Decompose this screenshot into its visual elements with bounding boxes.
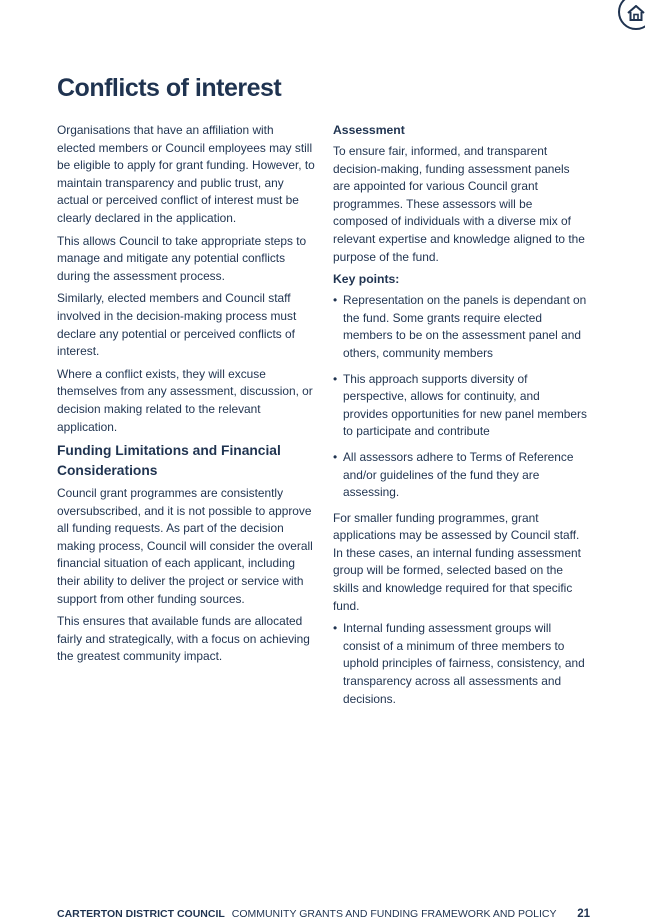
paragraph: Where a conflict exists, they will excuse themselves from any assessment, discussion, or decision making related to the relevant application. — [57, 366, 313, 434]
bullet-icon: • — [333, 293, 338, 308]
home-icon[interactable] — [618, 0, 645, 30]
list-item — [333, 292, 587, 362]
paragraph: This allows Council to take appropriate steps to manage and mitigate any potential conflicts during the assessment process. — [57, 233, 307, 283]
paragraph: Similarly, elected members and Council staff involved in the decision-making process must declare any potential or perceived conflicts of interest. — [57, 291, 297, 359]
section-heading-assessment: Assessment — [333, 123, 405, 137]
section-heading-funding-limitations: Funding Limitations and Financial Considerations — [57, 443, 281, 479]
paragraph: This ensures that available funds are allocated fairly and strategically, with a focus on achieving the greatest community impact. — [57, 614, 310, 664]
list-item-text: All assessors adhere to Terms of Reference and/or guidelines of the fund they are assessing. — [343, 449, 574, 500]
footer-document-title: COMMUNITY GRANTS AND FUNDING FRAMEWORK AND POLICY — [231, 908, 557, 920]
bullet-icon: • — [333, 621, 338, 636]
right-column — [333, 122, 587, 716]
paragraph: For smaller funding programmes, grant applications may be assessed by Council staff. In these cases, an internal funding assessment group will be formed, selected based on the skills and knowledge required for that specific fund. — [333, 510, 581, 613]
list-item-text: Internal funding assessment groups will consist of a minimum of three members to uphold principles of fairness, consistency, and transparency across all assessments and decisions. — [343, 621, 585, 706]
bullet-icon: • — [333, 371, 338, 386]
paragraph: Council grant programmes are consistently oversubscribed, and it is not possible to approve all funding requests. As part of the decision making process, Council will consider the overall financial situation of each applicant, including their ability to deliver the project or service with support from other funding sources. — [57, 486, 313, 606]
footer-organisation: CARTERTON DISTRICT COUNCIL — [57, 908, 225, 920]
key-points-label: Key points: — [333, 272, 400, 287]
list-item-text: Representation on the panels is dependant on the fund. Some grants require elected members to be on the assessment panel and others, community members — [343, 293, 587, 360]
list-item — [333, 620, 587, 708]
page-footer — [57, 907, 590, 921]
left-column — [57, 122, 315, 671]
page-number: 21 — [577, 908, 590, 920]
paragraph: To ensure fair, informed, and transparent decision-making, funding assessment panels are appointed for various Council grant programmes. These assessors will be composed of individuals with a diverse mix of relevant expertise and knowledge aligned to the purpose of the fund. — [333, 144, 585, 264]
key-points-list — [333, 292, 587, 502]
page-title: Conflicts of interest — [57, 74, 282, 102]
bullet-icon: • — [333, 449, 338, 464]
list-item-text: This approach supports diversity of perspective, allows for continuity, and provides opportunities for new panel members to participate and contribute — [343, 371, 587, 439]
list-item — [333, 371, 587, 441]
paragraph: Organisations that have an affiliation with elected members or Council employees may still be eligible to apply for grant funding. However, to maintain transparency and public trust, any actual or perceived conflict of interest must be clearly declared in the application. — [57, 123, 315, 225]
internal-points-list — [333, 620, 587, 708]
list-item — [333, 449, 587, 502]
